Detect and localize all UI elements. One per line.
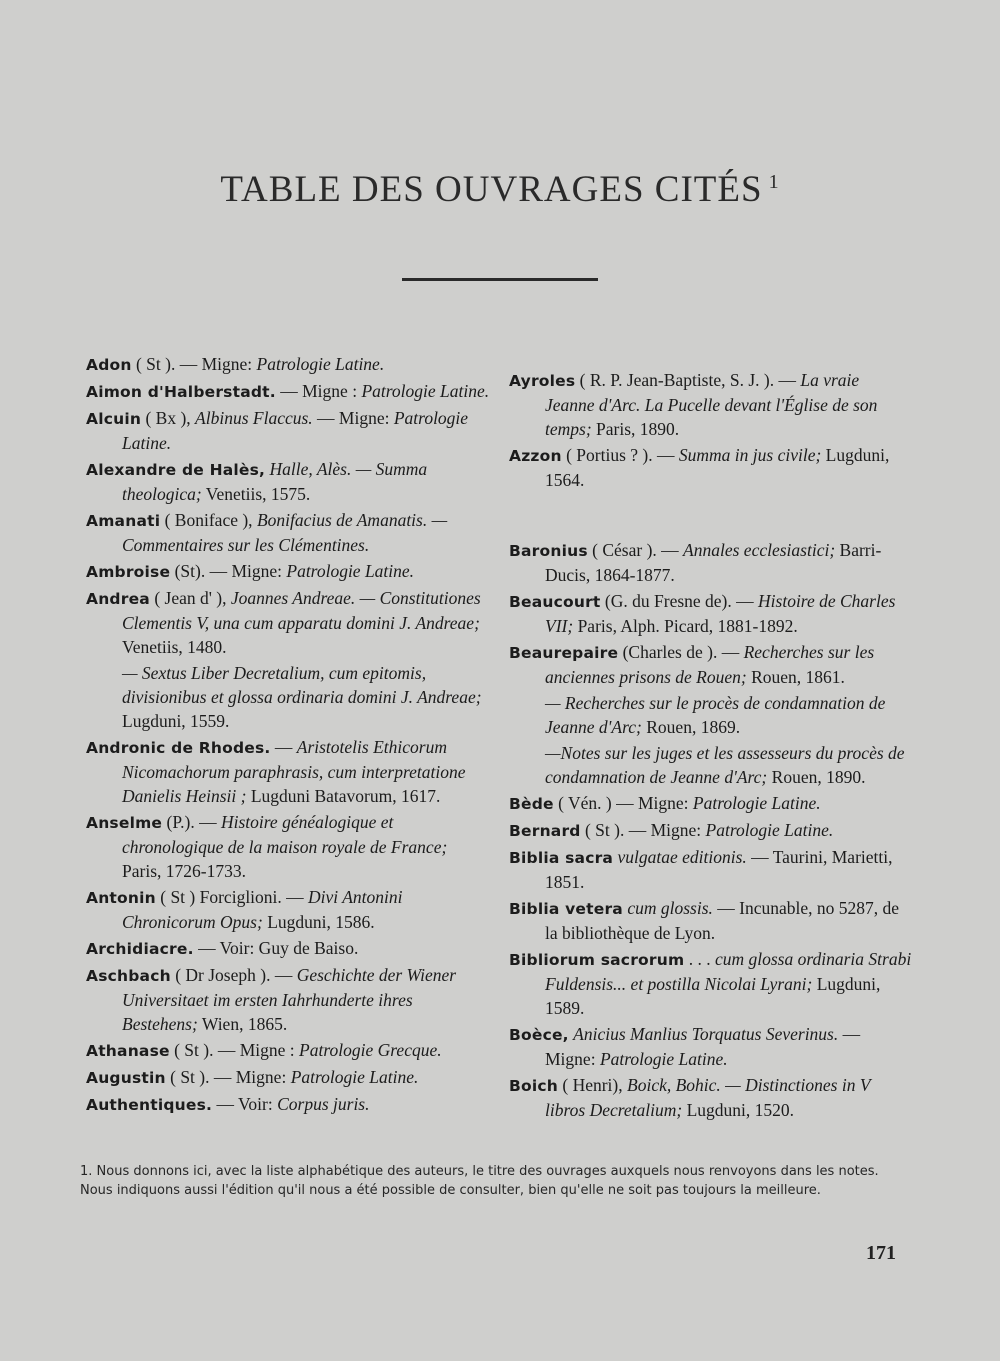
entry-author: Athanase [86,1042,170,1060]
title-text: TABLE DES OUVRAGES CITÉS [220,169,763,210]
entry-author: Beaucourt [509,593,601,611]
bibliography-entry-continuation [86,661,490,733]
bibliography-entry [86,1065,490,1090]
bibliography-entry [86,1092,490,1117]
bibliography-entry [509,443,913,492]
entry-text: ( Jean d' ), [149,588,231,608]
entry-title: cum glossa ordinaria Strabi Fuldensis... et postilla Nicolai Lyrani; [545,949,912,994]
entry-text: ( Henri), [558,1075,628,1095]
entry-title: Halle, Alès. — Summa theologica; [122,459,428,504]
entry-title: Patrologie Latine. [286,561,415,581]
entry-title: Patrologie Latine. [692,793,821,813]
entry-title: Anicius Manlius Torquatus Severinus. [573,1024,839,1044]
entry-text: (Charles de ). — [618,642,744,662]
entry-author: Adon [86,356,132,374]
entry-title: Patrologie Latine. [705,820,834,840]
entry-author: Aimon d'Halberstadt. [86,383,276,401]
entry-title: vulgatae editionis. [617,847,747,867]
entry-author: Andronic de Rhodes. [86,739,271,757]
entry-author: Ambroise [86,563,171,581]
bibliography-entry [86,352,490,377]
entry-text: ( Dr Joseph ). — [170,965,297,985]
entry-text: (St). — Migne: [170,561,287,581]
bibliography-entry [86,885,490,934]
entry-text: ( Boniface ), [160,510,257,530]
entry-text: Lugduni, 1589. [545,974,881,1018]
entry-text: Lugduni, 1559. [122,711,230,731]
entry-text: Paris, Alph. Picard, 1881-1892. [573,616,798,636]
entry-title: Annales ecclesiastici; [683,540,836,560]
entry-title: —Notes sur les juges et les assesseurs du procès de condamnation de Jeanne d'Arc; [545,743,905,787]
entry-text: Lugduni, 1586. [262,912,375,932]
entry-text: ( St ) Forciglioni. — [155,887,309,907]
bibliography-entry [509,1022,913,1071]
entry-title: Boick, Bohic. — Distinctiones in V libros Decretalium; [545,1075,871,1120]
entry-author: Alcuin [86,410,142,428]
entry-text: — Migne : [275,381,362,401]
entry-title: Geschichte der Wiener Universitaet im ersten Iahrhunderte ihres Bestehens; [122,965,457,1034]
entry-author: Ayroles [509,372,576,390]
bibliography-entry [86,936,490,961]
bibliography-entry [509,791,913,816]
entry-text: ( Portius ? ). — [561,445,679,465]
entry-text: Lugduni, 1520. [682,1100,795,1120]
bibliography-entry [509,589,913,638]
entry-title: Bonifacius de Amanatis. — Commentaires sur les Clémentines. [122,510,448,555]
footnote [80,1162,912,1200]
entry-text: ( St ). — Migne : [169,1040,300,1060]
footnote-number: 1. [80,1164,93,1179]
entry-text: (P.). — [162,812,221,832]
entry-author: Andrea [86,590,150,608]
entry-text: Rouen, 1869. [641,717,741,737]
entry-title: Divi Antonini Chronicorum Opus; [122,887,403,932]
entry-title: Albinus Flaccus. [195,408,313,428]
entry-text: — Incunable, no 5287, de la bibliothèque de Lyon. [545,898,900,943]
entry-author: Anselme [86,814,163,832]
bibliography-entry [86,1038,490,1063]
footnote-reference: 1 [768,170,780,193]
entry-title: Patrologie Latine. [122,408,469,453]
bibliography-entry [86,963,490,1036]
entry-author: Boich [509,1077,558,1095]
entry-author: Boèce, [509,1026,569,1044]
entry-text: . . . [684,949,715,969]
entry-text: ( St ). — Migne: [580,820,706,840]
right-column-a-entries [509,368,913,492]
bibliography-entry [509,947,913,1020]
right-column [509,368,913,1124]
entry-author: Amanati [86,512,161,530]
entry-text: — Taurini, Marietti, 1851. [545,847,893,892]
bibliography-entry-continuation [509,741,913,789]
entry-title: Patrologie Latine. [256,354,385,374]
bibliography-entry [86,508,490,557]
entry-text: Paris, 1726-1733. [122,861,246,881]
entry-title: — Recherches sur le procès de condamnation de Jeanne d'Arc; [545,693,886,737]
bibliography-entry [86,559,490,584]
entry-title: Histoire de Charles VII; [545,591,896,636]
entry-title: Summa in jus civile; [678,445,822,465]
entry-text: Venetiis, 1480. [122,637,227,657]
right-column-b-entries [509,538,913,1122]
entry-author: Biblia sacra [509,849,614,867]
entry-author: Antonin [86,889,156,907]
entry-title: Recherches sur les anciennes prisons de Rouen; [545,642,875,687]
entry-text: (G. du Fresne de). — [600,591,759,611]
entry-author: Aschbach [86,967,171,985]
entry-text: — Voir: [212,1094,278,1114]
bibliography-entry [509,538,913,587]
entry-text: Rouen, 1861. [746,667,845,687]
entry-title: Patrologie Latine. [290,1067,419,1087]
entry-title: cum glossis. [627,898,713,918]
entry-text: ( St ). — Migne: [165,1067,291,1087]
entry-text: — Migne: [545,1024,861,1069]
entry-author: Augustin [86,1069,166,1087]
entry-text: — Voir: Guy de Baiso. [193,938,359,958]
entry-author: Bernard [509,822,581,840]
entry-title: La vraie Jeanne d'Arc. La Pucelle devant l'Église de son temps; [545,370,878,439]
left-column [86,352,490,1119]
entry-author: Bède [509,795,554,813]
bibliography-entry [86,379,490,404]
entry-text: — [270,737,297,757]
bibliography-entry [86,406,490,455]
bibliography-entry [86,810,490,883]
bibliography-entry [509,368,913,441]
bibliography-entry [509,1073,913,1122]
entry-text: — Migne: [312,408,394,428]
entry-title: Patrologie Latine. [599,1049,728,1069]
entry-author: Archidiacre. [86,940,194,958]
entry-author: Baronius [509,542,588,560]
bibliography-entry [509,896,913,945]
entry-text: Wien, 1865. [197,1014,288,1034]
entry-text: Lugduni, 1564. [545,445,890,490]
entry-title: Corpus juris. [277,1094,370,1114]
entry-title: Patrologie Grecque. [299,1040,442,1060]
entry-title: Patrologie Latine. [361,381,490,401]
entry-text: ( Vén. ) — Migne: [553,793,693,813]
entry-author: Bibliorum sacrorum [509,951,685,969]
entry-author: Alexandre de Halès, [86,461,266,479]
entry-title: Joannes Andreae. — Constitutiones Clementis V, una cum apparatu domini J. Andreae; [122,588,481,633]
entry-text: Venetiis, 1575. [201,484,311,504]
bibliography-entry [86,586,490,659]
bibliography-entry [509,845,913,894]
entry-text: ( César ). — [587,540,684,560]
page-title [0,168,1000,211]
entry-author: Authentiques. [86,1096,213,1114]
entry-text: Rouen, 1890. [767,767,866,787]
footnote-text: Nous donnons ici, avec la liste alphabétique des auteurs, le titre des ouvrages auxquels nous renvoyons dans les notes. Nous indiquons aussi l'édition qu'il nous a été possible de consulter, bien qu'elle ne soit pas toujours la meilleure. [80,1164,879,1198]
entry-text: Lugduni Batavorum, 1617. [246,786,441,806]
bibliography-entry [509,640,913,689]
entry-text: ( R. P. Jean-Baptiste, S. J. ). — [575,370,801,390]
bibliography-entry [509,818,913,843]
entry-text: ( St ). — Migne: [131,354,257,374]
bibliography-entry [86,457,490,506]
bibliography-entry-continuation [509,691,913,739]
entry-title: — Sextus Liber Decretalium, cum epitomis, divisionibus et glossa ordinaria domini J. Andreae; [122,663,482,707]
bibliography-entry [86,735,490,808]
page-number: 171 [866,1242,896,1264]
entry-author: Beaurepaire [509,644,619,662]
entry-text: Paris, 1890. [591,419,680,439]
title-divider [402,278,598,281]
entry-title: Aristotelis Ethicorum Nicomachorum paraphrasis, cum interpretatione Danielis Heinsii ; [122,737,466,806]
entry-author: Biblia vetera [509,900,623,918]
entry-text: Barri-Ducis, 1864-1877. [545,540,882,585]
entry-title: Histoire généalogique et chronologique de la maison royale de France; [122,812,448,857]
entry-author: Azzon [509,447,562,465]
letter-section-gap [509,494,913,538]
entry-text: ( Bx ), [141,408,196,428]
